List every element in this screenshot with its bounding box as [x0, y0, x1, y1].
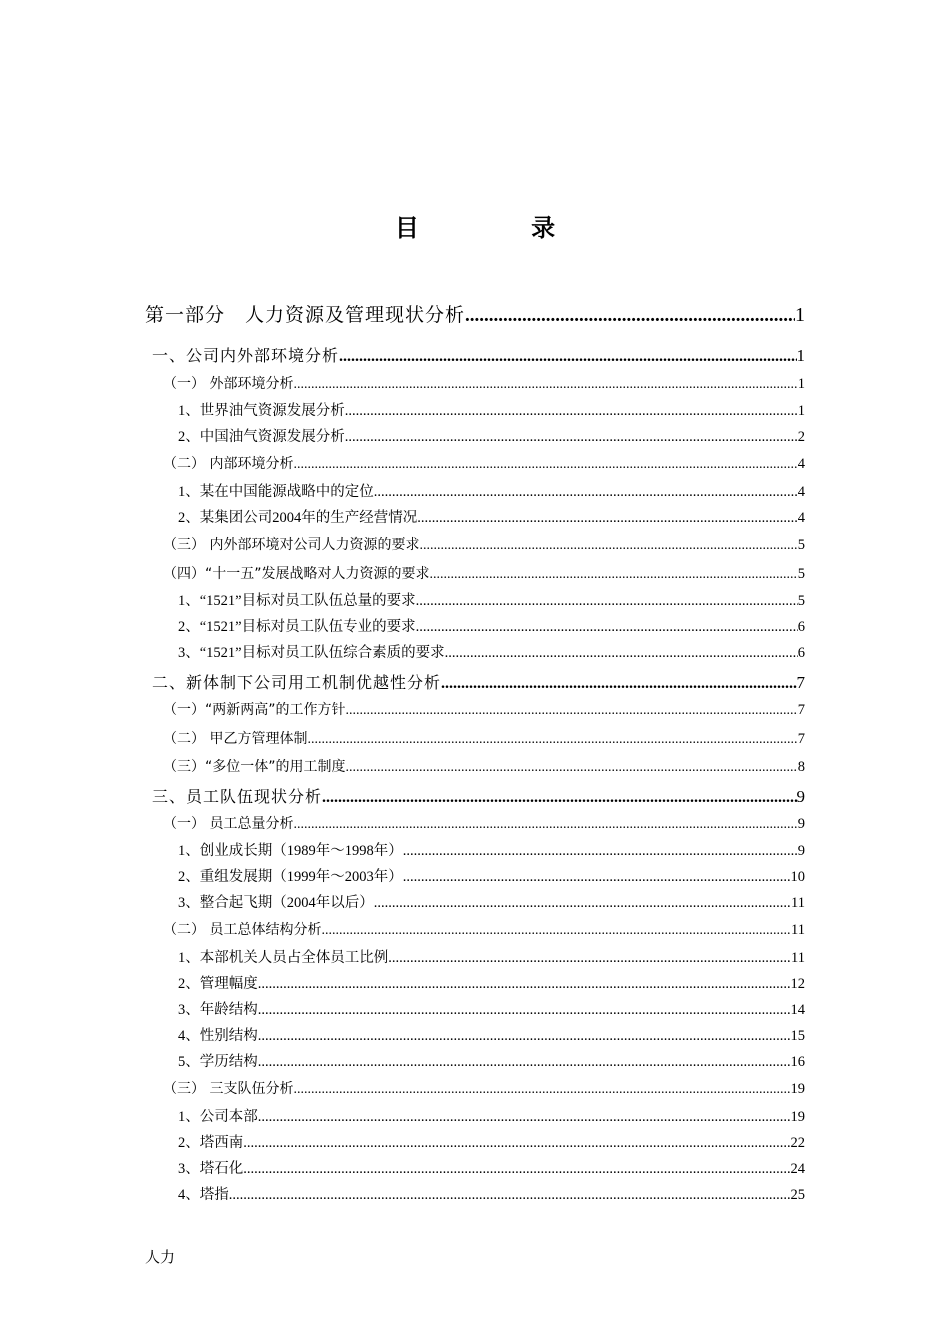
toc-entry-item[interactable] [178, 1183, 805, 1204]
toc-entry-label: （一） 外部环境分析 [163, 376, 294, 392]
toc-entry-item[interactable] [178, 1157, 805, 1178]
dot-leader [293, 1082, 790, 1098]
toc-entry-label: 2、管理幅度 [178, 976, 258, 992]
dot-leader [258, 1054, 791, 1071]
toc-entry-page: 12 [790, 976, 805, 992]
toc-entry-subsection[interactable] [163, 373, 805, 393]
dot-leader [258, 1028, 791, 1045]
toc-entry-subsection[interactable] [163, 563, 805, 583]
toc-entry-item[interactable] [178, 506, 805, 527]
toc-entry-page: 15 [790, 1028, 805, 1044]
dot-leader [416, 619, 798, 636]
toc-entry-label: 4、塔指 [178, 1187, 229, 1203]
toc-entry-page: 19 [790, 1081, 805, 1097]
dot-leader [374, 484, 798, 501]
toc-entry-item[interactable] [178, 589, 805, 610]
dot-leader [243, 1135, 790, 1152]
dot-leader [346, 760, 798, 776]
toc-entry-page: 6 [797, 619, 805, 635]
toc-entry-label: 1、世界油气资源发展分析 [178, 403, 345, 419]
toc-entry-label: 3、整合起飞期（2004年以后） [178, 895, 374, 911]
toc-entry-page: 9 [797, 843, 805, 859]
toc-entry-label: 5、学历结构 [178, 1054, 258, 1070]
dot-leader [388, 950, 791, 967]
toc-entry-section[interactable] [152, 670, 805, 693]
dot-leader [293, 377, 797, 393]
toc-entry-page: 25 [790, 1187, 805, 1203]
dot-leader [403, 843, 798, 860]
dot-leader [293, 457, 797, 473]
toc-entry-item[interactable] [178, 1050, 805, 1071]
toc-entry-item[interactable] [178, 425, 805, 446]
toc-entry-label: 一、公司内外部环境分析 [152, 346, 340, 365]
dot-leader [345, 403, 798, 420]
toc-entry-page: 7 [796, 673, 805, 692]
toc-entry-item[interactable] [178, 839, 805, 860]
toc-entry-page: 5 [797, 566, 805, 582]
toc-entry-label: 2、某集团公司2004年的生产经营情况 [178, 510, 418, 526]
toc-entry-label: 三、员工队伍现状分析 [152, 787, 323, 806]
toc-entry-label: （三） 三支队伍分析 [163, 1081, 294, 1097]
dot-leader [229, 1187, 791, 1204]
toc-entry-page: 19 [790, 1109, 805, 1125]
toc-title: 目 录 [394, 214, 608, 242]
dot-leader [243, 1161, 790, 1178]
dot-leader [417, 510, 798, 527]
toc-entry-label: 1、公司本部 [178, 1109, 258, 1125]
dot-leader [403, 869, 791, 886]
toc-entry-item[interactable] [178, 1105, 805, 1126]
toc-entry-page: 9 [796, 787, 805, 806]
toc-entry-item[interactable] [178, 641, 805, 662]
toc-entry-page: 2 [797, 429, 805, 445]
dot-leader [445, 645, 798, 662]
toc-entry-subsection[interactable] [163, 1078, 805, 1098]
toc-entry-page: 9 [797, 816, 805, 832]
toc-entry-label: 3、“1521”目标对员工队伍综合素质的要求 [178, 645, 445, 661]
toc-entry-page: 7 [797, 702, 805, 718]
toc-entry-item[interactable] [178, 480, 805, 501]
toc-entry-label: 2、塔西南 [178, 1135, 244, 1151]
dot-leader [374, 895, 791, 912]
toc-entry-page: 11 [791, 895, 805, 911]
toc-entry-label: （二） 甲乙方管理体制 [163, 731, 308, 747]
toc-entry-page: 16 [790, 1054, 805, 1070]
toc-entry-subsection[interactable] [163, 453, 805, 473]
toc-entry-item[interactable] [178, 1131, 805, 1152]
toc-entry-page: 11 [791, 950, 805, 966]
toc-entry-section[interactable] [152, 784, 805, 807]
dot-leader [258, 1002, 791, 1019]
toc-entry-page: 4 [797, 484, 805, 500]
dot-leader [258, 976, 791, 993]
toc-entry-page: 24 [790, 1161, 805, 1177]
dot-leader [258, 1109, 791, 1126]
toc-entry-page: 11 [791, 922, 805, 938]
toc-entry-page: 1 [797, 376, 805, 392]
dot-leader [416, 593, 798, 610]
toc-entry-page: 22 [790, 1135, 805, 1151]
toc-entry-page: 4 [797, 510, 805, 526]
toc-entry-label: （二） 内部环境分析 [163, 456, 294, 472]
toc-entry-label: 1、某在中国能源战略中的定位 [178, 484, 374, 500]
toc-entry-item[interactable] [178, 998, 805, 1019]
toc-entry-label: （四）“十一五”发展战略对人力资源的要求 [163, 566, 430, 582]
toc-entry-label: 2、中国油气资源发展分析 [178, 429, 345, 445]
toc-entry-page: 7 [797, 731, 805, 747]
dot-leader [345, 429, 798, 446]
toc-entry-subsection[interactable] [163, 813, 805, 833]
toc-entry-label: （三） 内外部环境对公司人力资源的要求 [163, 537, 420, 553]
toc-entry-item[interactable] [178, 1024, 805, 1045]
toc-entry-item[interactable] [178, 891, 805, 912]
dot-leader [441, 675, 796, 693]
dot-leader [465, 305, 795, 327]
toc-entry-subsection[interactable] [163, 534, 805, 554]
toc-entry-label: 2、“1521”目标对员工队伍专业的要求 [178, 619, 416, 635]
toc-entry-page: 6 [797, 645, 805, 661]
toc-entry-page: 1 [796, 346, 805, 365]
toc-entry-page: 5 [797, 537, 805, 553]
toc-entry-label: 3、年龄结构 [178, 1002, 258, 1018]
toc-entry-section[interactable] [152, 343, 805, 366]
toc-entry-label: 1、“1521”目标对员工队伍总量的要求 [178, 593, 416, 609]
toc-entry-item[interactable] [178, 615, 805, 636]
dot-leader [419, 538, 797, 554]
toc-entry-subsection[interactable] [163, 728, 805, 748]
toc-entry-page: 8 [797, 759, 805, 775]
toc-entry-part[interactable] [145, 300, 805, 327]
toc-entry-page: 1 [795, 304, 805, 326]
toc-entry-page: 1 [797, 403, 805, 419]
toc-entry-item[interactable] [178, 946, 805, 967]
toc-entry-page: 5 [797, 593, 805, 609]
dot-leader [322, 789, 796, 807]
toc-entry-label: 1、本部机关人员占全体员工比例 [178, 950, 389, 966]
toc-entry-page: 14 [790, 1002, 805, 1018]
dot-leader [430, 567, 798, 583]
dot-leader [346, 703, 798, 719]
toc-entry-label: 第一部分 人力资源及管理现状分析 [145, 304, 466, 326]
toc-entry-label: 3、塔石化 [178, 1161, 244, 1177]
dot-leader [321, 923, 791, 939]
dot-leader [307, 732, 797, 748]
dot-leader [339, 348, 796, 366]
toc-entry-label: （三）“多位一体”的用工制度 [163, 759, 346, 775]
toc-entry-item[interactable] [178, 972, 805, 993]
toc-entry-subsection[interactable] [163, 919, 805, 939]
toc-entry-subsection[interactable] [163, 699, 805, 719]
toc-entry-label: （一） 员工总量分析 [163, 816, 294, 832]
toc-entry-subsection[interactable] [163, 756, 805, 776]
page-footer: 人力 [145, 1248, 176, 1266]
toc-entry-label: （一）“两新两高”的工作方针 [163, 702, 346, 718]
toc-entry-label: 1、创业成长期（1989年～1998年） [178, 843, 403, 859]
toc-entry-item[interactable] [178, 865, 805, 886]
toc-entry-label: 4、性别结构 [178, 1028, 258, 1044]
toc-entry-label: 二、新体制下公司用工机制优越性分析 [152, 673, 442, 692]
toc-entry-item[interactable] [178, 399, 805, 420]
dot-leader [293, 817, 797, 833]
toc-entry-label: （二） 员工总体结构分析 [163, 922, 322, 938]
toc-entry-label: 2、重组发展期（1999年～2003年） [178, 869, 403, 885]
toc-entry-page: 10 [790, 869, 805, 885]
toc-entry-page: 4 [797, 456, 805, 472]
